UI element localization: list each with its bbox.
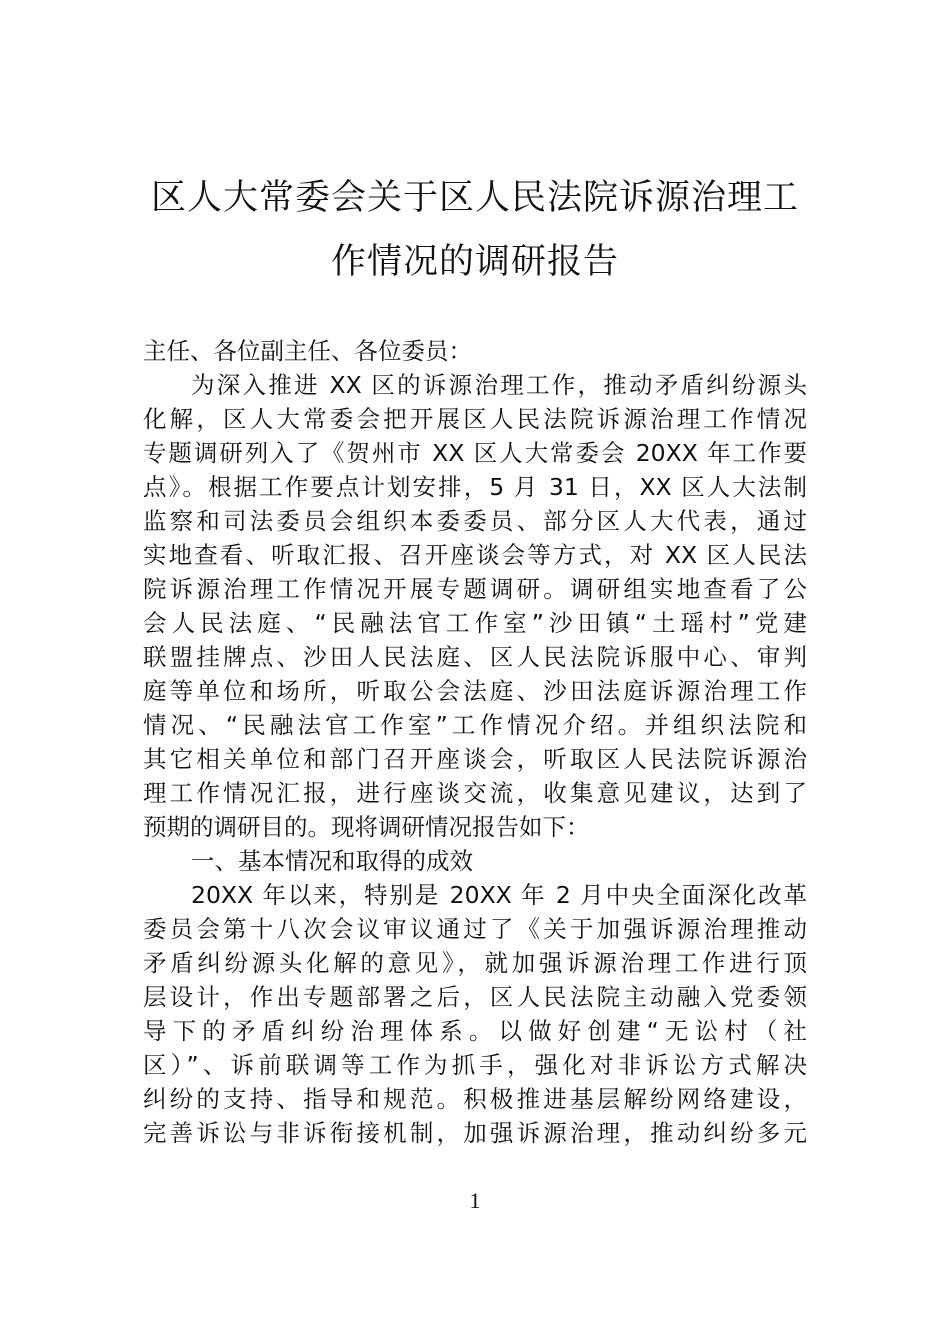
paragraph-intro bbox=[143, 368, 807, 844]
paragraph-overview bbox=[143, 878, 807, 1150]
paragraph-line: 实地查看、听取汇报、召开座谈会等方式，对 XX 区人民法 bbox=[143, 541, 807, 569]
paragraph-line: 理工作情况汇报，进行座谈交流，收集意见建议，达到了 bbox=[143, 779, 807, 807]
paragraph-line: 联盟挂牌点、沙田人民法庭、区人民法院诉服中心、审判 bbox=[143, 643, 807, 671]
paragraph-line: 庭等单位和场所，听取公会法庭、沙田法庭诉源治理工作 bbox=[143, 677, 807, 705]
section-heading: 一、基本情况和取得的成效 bbox=[191, 847, 473, 875]
paragraph-line: 导下的矛盾纠纷治理体系。以做好创建“无讼村（社 bbox=[143, 1017, 807, 1045]
paragraph-line: 监察和司法委员会组织本委委员、部分区人大代表，通过 bbox=[143, 507, 807, 535]
paragraph-line: 委员会第十八次会议审议通过了《关于加强诉源治理推动 bbox=[143, 915, 807, 943]
paragraph-line: 其它相关单位和部门召开座谈会，听取区人民法院诉源治 bbox=[143, 745, 807, 773]
paragraph-line: 完善诉讼与非诉衔接机制，加强诉源治理，推动纠纷多元 bbox=[143, 1119, 807, 1147]
paragraph-line: 纠纷的支持、指导和规范。积极推进基层解纷网络建设， bbox=[143, 1085, 807, 1113]
paragraph-line: 矛盾纠纷源头化解的意见》，就加强诉源治理工作进行顶 bbox=[143, 949, 807, 977]
paragraph-line: 点》。根据工作要点计划安排，5 月 31 日，XX 区人大法制 bbox=[143, 473, 807, 501]
paragraph-line: 区）”、诉前联调等工作为抓手，强化对非诉讼方式解决 bbox=[143, 1051, 807, 1079]
paragraph-line: 化解，区人大常委会把开展区人民法院诉源治理工作情况 bbox=[143, 405, 807, 433]
paragraph-line: 层设计，作出专题部署之后，区人民法院主动融入党委领 bbox=[143, 983, 807, 1011]
page-number: 1 bbox=[469, 1188, 481, 1213]
paragraph-line: 院诉源治理工作情况开展专题调研。调研组实地查看了公 bbox=[143, 575, 807, 603]
paragraph-line: 20XX 年以来，特别是 20XX 年 2 月中央全面深化改革 bbox=[191, 881, 807, 909]
paragraph-line: 情况、“民融法官工作室”工作情况介绍。并组织法院和 bbox=[143, 711, 807, 739]
paragraph-line: 为深入推进 XX 区的诉源治理工作，推动矛盾纠纷源头 bbox=[191, 371, 807, 399]
title-line-1: 区人大常委会关于区人民法院诉源治理工 bbox=[150, 178, 799, 218]
document-title bbox=[120, 166, 830, 294]
paragraph-line: 会人民法庭、“民融法官工作室”沙田镇“土瑶村”党建 bbox=[143, 609, 807, 637]
title-line-2: 作情况的调研报告 bbox=[330, 242, 619, 282]
salutation: 主任、各位副主任、各位委员： bbox=[143, 337, 472, 365]
paragraph-line: 专题调研列入了《贺州市 XX 区人大常委会 20XX 年工作要 bbox=[143, 439, 807, 467]
document-body bbox=[143, 334, 807, 1150]
paragraph-line: 预期的调研目的。现将调研情况报告如下： bbox=[143, 813, 590, 841]
